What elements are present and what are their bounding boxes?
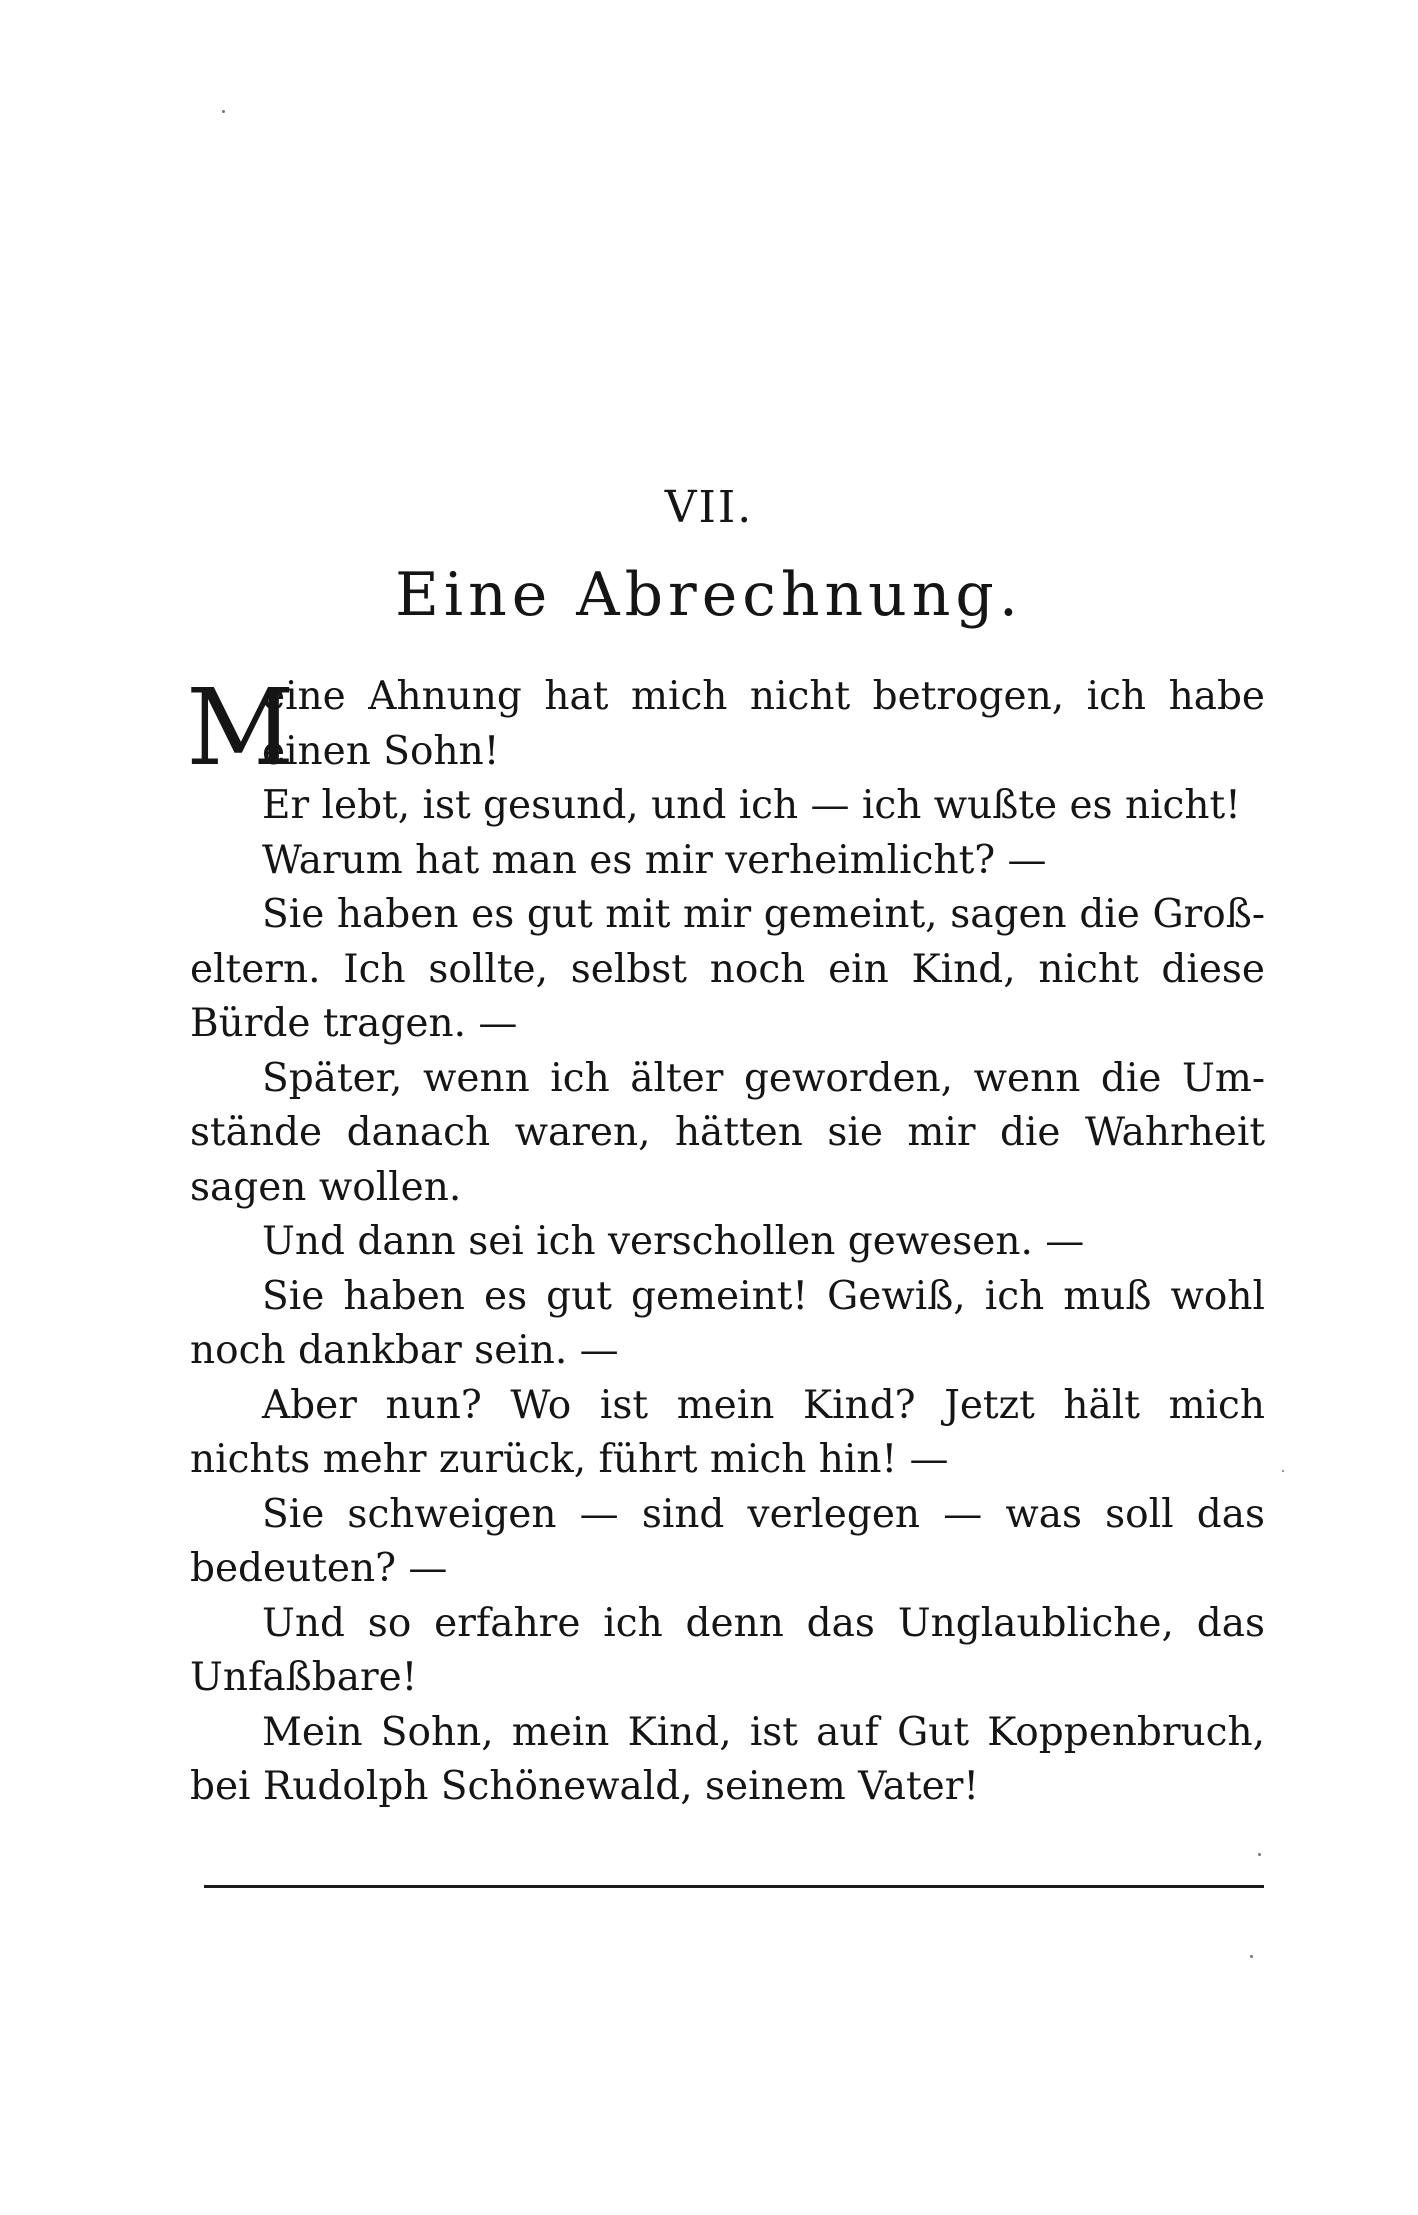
text-line: Er lebt, ist gesund, und ich — ich wußte es nicht!: [262, 783, 1241, 828]
text-line: Sie schweigen — sind verlegen — was soll das: [262, 1491, 1265, 1537]
chapter-number: VII.: [664, 482, 754, 533]
paper-speck: [1258, 1853, 1261, 1856]
drop-cap: M: [186, 666, 295, 789]
text-line: Bürde tragen. —: [190, 1001, 518, 1046]
text-line: Sie haben es gut mit mir gemeint, sagen die Groß-: [262, 892, 1265, 937]
text-line: noch dankbar sein. —: [190, 1328, 619, 1373]
text-line: eltern. Ich sollte, selbst noch ein Kind, nicht diese: [190, 946, 1265, 992]
text-line: Und so erfahre ich denn das Unglaubliche, das: [262, 1600, 1265, 1646]
text-line: stände danach waren, hätten sie mir die Wahrheit: [190, 1110, 1265, 1155]
text-line: Aber nun? Wo ist mein Kind? Jetzt hält mich: [262, 1382, 1265, 1428]
chapter-title: Eine Abrechnung.: [395, 560, 1023, 630]
text-line: bedeuten? —: [190, 1546, 448, 1591]
text-line: Später, wenn ich älter geworden, wenn die Um-: [262, 1055, 1265, 1101]
text-line: eine Ahnung hat mich nicht betrogen, ich habe: [262, 674, 1265, 719]
text-line: einen Sohn!: [262, 728, 500, 774]
text-line: sagen wollen.: [190, 1164, 462, 1210]
text-line: Warum hat man es mir verheimlicht? —: [262, 837, 1047, 883]
text-line: Mein Sohn, mein Kind, ist auf Gut Koppenbruch,: [262, 1709, 1265, 1755]
chapter-text: [186, 666, 1265, 1815]
paper-speck: [1282, 1470, 1284, 1472]
text-line: bei Rudolph Schönewald, seinem Vater!: [190, 1764, 980, 1809]
paper-speck: [1250, 1955, 1253, 1958]
paper-speck: [222, 110, 225, 113]
section-divider: [204, 1885, 1264, 1888]
text-line: Und dann sei ich verschollen gewesen. —: [262, 1219, 1085, 1264]
text-line: nichts mehr zurück, führt mich hin! —: [190, 1437, 949, 1482]
text-line: Sie haben es gut gemeint! Gewiß, ich muß wohl: [262, 1273, 1265, 1319]
text-line: Unfaßbare!: [190, 1655, 418, 1700]
